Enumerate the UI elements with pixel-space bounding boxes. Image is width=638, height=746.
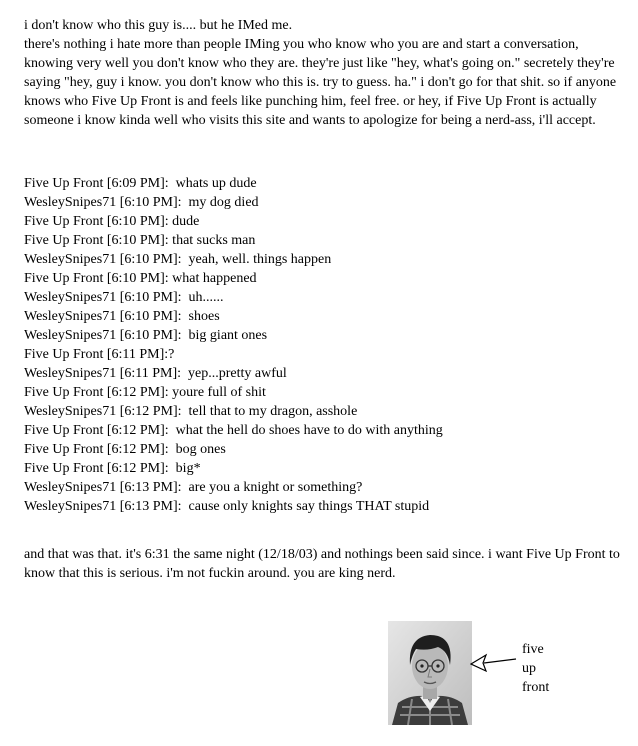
caption-line: up <box>522 661 536 676</box>
chat-line: Five Up Front [6:10 PM]: dude <box>24 214 200 229</box>
chat-line: WesleySnipes71 [6:10 PM]: uh...... <box>24 290 224 305</box>
chat-line: WesleySnipes71 [6:13 PM]: are you a knight or something? <box>24 480 363 495</box>
chat-line: WesleySnipes71 [6:10 PM]: shoes <box>24 309 220 324</box>
chat-line: WesleySnipes71 [6:12 PM]: tell that to my dragon, asshole <box>24 404 358 419</box>
intro-line: i don't know who this guy is.... but he IMed me. <box>24 18 293 33</box>
portrait-image <box>388 621 472 725</box>
outro-text: and that was that. it's 6:31 the same night (12/18/03) and nothings been said since. i want Five Up Front to know that this is serious. i'm not fuckin around. you are king nerd. <box>24 547 620 581</box>
chat-line: WesleySnipes71 [6:13 PM]: cause only knights say things THAT stupid <box>24 499 430 514</box>
chat-line: Five Up Front [6:10 PM]: what happened <box>24 271 257 286</box>
chat-line: Five Up Front [6:12 PM]: what the hell do shoes have to do with anything <box>24 423 443 438</box>
photo-caption <box>522 640 549 697</box>
caption-line: five <box>522 642 544 657</box>
chat-line: Five Up Front [6:12 PM]: youre full of shit <box>24 385 266 400</box>
portrait-photo <box>388 621 472 725</box>
chat-log <box>24 174 624 516</box>
arrow-icon <box>470 652 518 674</box>
chat-line: WesleySnipes71 [6:10 PM]: yeah, well. things happen <box>24 252 332 267</box>
chat-line: Five Up Front [6:12 PM]: bog ones <box>24 442 226 457</box>
chat-line: WesleySnipes71 [6:10 PM]: my dog died <box>24 195 259 210</box>
chat-line: Five Up Front [6:10 PM]: that sucks man <box>24 233 256 248</box>
chat-line: Five Up Front [6:09 PM]: whats up dude <box>24 176 257 191</box>
intro-text <box>24 16 624 130</box>
chat-line: WesleySnipes71 [6:10 PM]: big giant ones <box>24 328 268 343</box>
chat-line: Five Up Front [6:11 PM]:? <box>24 347 175 362</box>
chat-line: WesleySnipes71 [6:11 PM]: yep...pretty awful <box>24 366 287 381</box>
chat-line: Five Up Front [6:12 PM]: big* <box>24 461 201 476</box>
intro-paragraph: there's nothing i hate more than people IMing you who know who you are and start a conversation, knowing very well you don't know who they are. they're just like "hey, what's going on." secretely they're saying "hey, guy i know. you don't know who this is. try to guess. ha." i don't go for that shit. so if anyone knows who Five Up Front is and feels like punching him, feel free. or hey, if Five Up Front is actually someone i know kinda well who visits this site and wants to apologize for being a nerd-ass, i'll accept. <box>24 37 617 128</box>
caption-line: front <box>522 680 550 695</box>
